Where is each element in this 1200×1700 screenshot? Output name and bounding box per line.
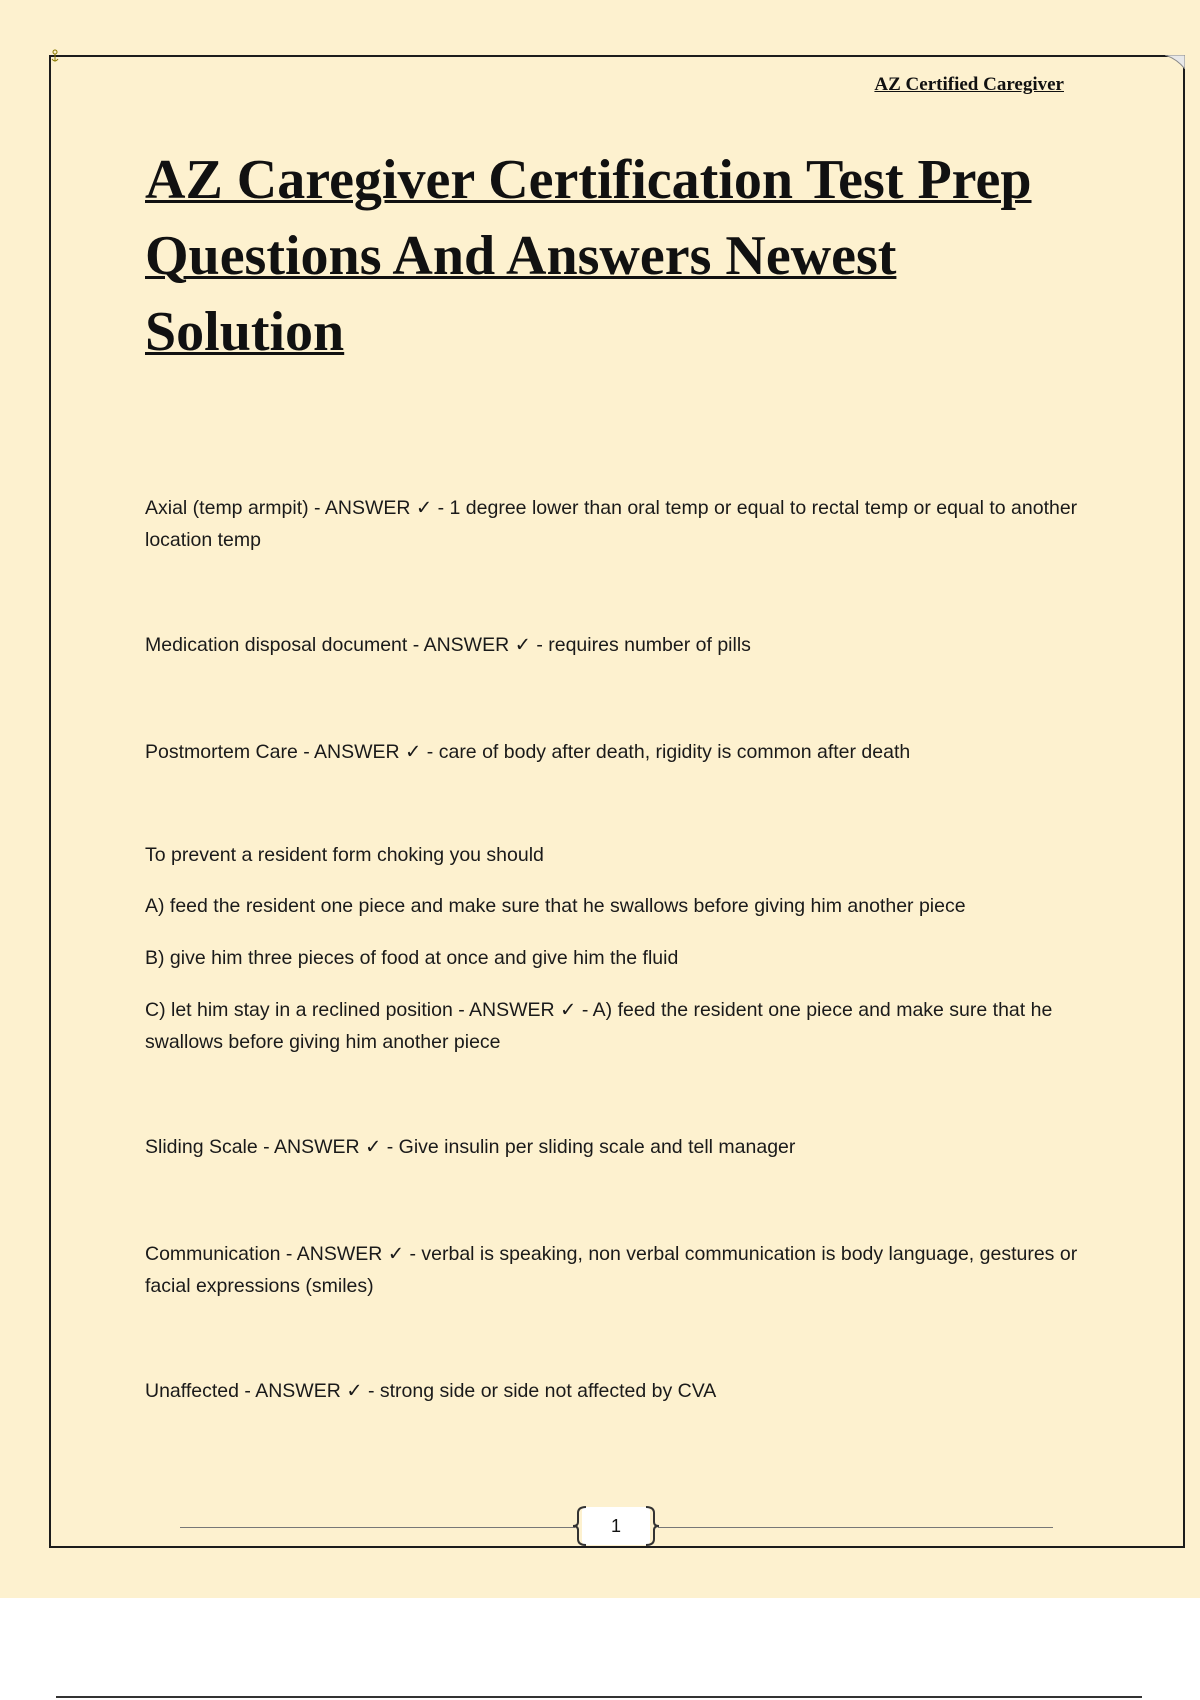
bottom-divider [56,1696,1142,1698]
footer-rule-right [658,1527,1053,1528]
running-header: AZ Certified Caregiver [874,74,1064,95]
qa-option-b: B) give him three pieces of food at once and give him the fluid [145,947,679,969]
page-number: 1 [610,1516,621,1536]
qa-item-medication-disposal: Medication disposal document - ANSWER ✓ - requires number of pills [145,634,751,656]
qa-question-choking: To prevent a resident form choking you should [145,844,544,866]
page-curl-icon [1165,55,1185,69]
qa-item-axial: Axial (temp armpit) - ANSWER ✓ - 1 degree lower than oral temp or equal to rectal temp or equal to another location temp [145,497,1078,551]
qa-option-c-answer: C) let him stay in a reclined position - ANSWER ✓ - A) feed the resident one piece and make sure that he swallows before giving him another piece [145,999,1053,1053]
qa-option-a: A) feed the resident one piece and make sure that he swallows before giving him another piece [145,895,966,917]
footer-rule-left [180,1527,575,1528]
anchor-icon [51,49,59,63]
qa-item-sliding-scale: Sliding Scale - ANSWER ✓ - Give insulin per sliding scale and tell manager [145,1136,796,1158]
qa-item-postmortem-care: Postmortem Care - ANSWER ✓ - care of body after death, rigidity is common after death [145,741,911,763]
document-title: AZ Caregiver Certification Test Prep Questions And Answers Newest Solution [145,149,1032,363]
qa-item-unaffected: Unaffected - ANSWER ✓ - strong side or side not affected by CVA [145,1380,717,1402]
qa-item-communication: Communication - ANSWER ✓ - verbal is speaking, non verbal communication is body language, gestures or facial expressions (smiles) [145,1243,1078,1297]
